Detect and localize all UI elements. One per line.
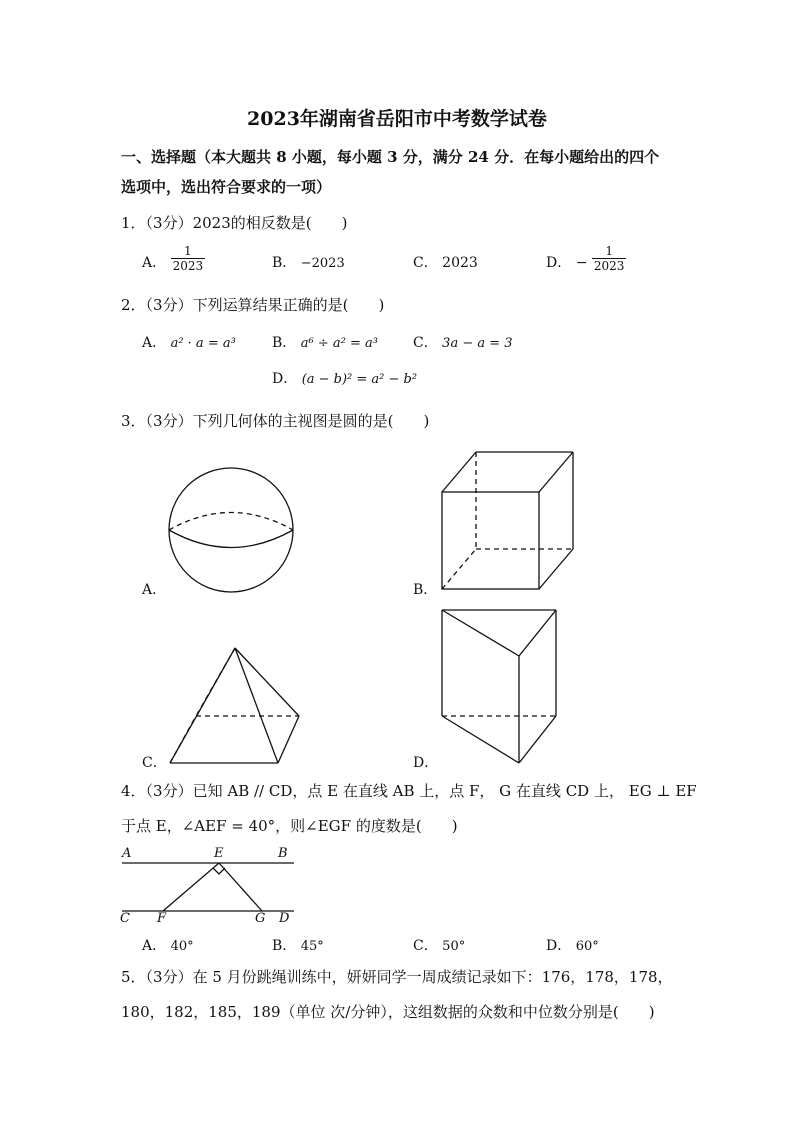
- q2-option-b-value: a⁶ ÷ a² = a³: [300, 336, 378, 351]
- q4-option-a[interactable]: [142, 935, 194, 955]
- question-5-stem-line1: 5．（3分）在 5 月份跳绳训练中，妍妍同学一周成绩记录如下：176，178，178，: [121, 968, 673, 986]
- q1-option-d-label: D．: [546, 255, 572, 271]
- q1-a-denominator: 2023: [172, 258, 204, 273]
- q1-a-numerator: 1: [171, 244, 206, 259]
- q2-option-d-label: D．: [272, 371, 298, 387]
- q1-option-d-sign: −: [575, 255, 588, 271]
- sphere-front-arc: [169, 530, 293, 548]
- q4-option-d-value: 60°: [575, 939, 599, 954]
- q2-option-c-label: C．: [413, 335, 438, 351]
- q3-option-a-label[interactable]: A．: [142, 582, 167, 598]
- q1-option-a-label: A．: [142, 255, 167, 271]
- q4-option-b-value: 45°: [300, 939, 324, 954]
- point-b-label: B: [278, 846, 288, 861]
- question-3-stem: 3．（3分）下列几何体的主视图是圆的是( ): [121, 412, 430, 430]
- section-heading-line1: 一、选择题（本大题共 8 小题，每小题 3 分，满分 24 分．在每小题给出的四个: [121, 148, 660, 166]
- question-4-stem-line1: 4．（3分）已知 AB // CD，点 E 在直线 AB 上，点 F， G 在直线 CD 上， EG ⊥ EF: [121, 782, 697, 800]
- q4-option-c-label: C．: [413, 938, 438, 954]
- segment-eg: [219, 863, 262, 911]
- point-f-label: F: [157, 911, 167, 926]
- q2-option-a-label: A．: [142, 335, 167, 351]
- q2-option-c-value: 3a − a = 3: [442, 336, 513, 351]
- point-a-label: A: [122, 846, 132, 861]
- q3-option-c-label[interactable]: C．: [142, 755, 167, 771]
- question-5-stem-line2: 180，182，185，189（单位 次/分钟），这组数据的众数和中位数分别是( ): [121, 1003, 655, 1021]
- q3-cube-figure[interactable]: [442, 452, 573, 589]
- section-heading-line2: 选项中，选出符合要求的一项）: [121, 178, 332, 196]
- q1-d-numerator: 1: [592, 244, 627, 259]
- q4-option-a-label: A．: [142, 938, 167, 954]
- q4-option-b[interactable]: [272, 935, 324, 955]
- q1-option-b-label: B．: [272, 255, 297, 271]
- point-e-label: E: [214, 846, 224, 861]
- point-d-label: D: [279, 911, 290, 926]
- page-title: 2023年湖南省岳阳市中考数学试卷: [247, 108, 547, 130]
- q3-prism-figure[interactable]: [442, 610, 556, 763]
- q4-option-d-label: D．: [546, 938, 572, 954]
- question-4-stem-line2: 于点 E，∠AEF = 40°，则∠EGF 的度数是( ): [121, 817, 458, 835]
- q1-option-b-value: −2023: [300, 256, 345, 271]
- q4-option-a-value: 40°: [170, 939, 194, 954]
- point-c-label: C: [120, 911, 130, 926]
- q1-option-c-label: C．: [413, 255, 438, 271]
- q1-option-c-value: 2023: [442, 255, 478, 271]
- q1-d-denominator: 2023: [593, 258, 625, 273]
- q3-sphere-figure[interactable]: [169, 468, 293, 592]
- q3-option-b-label[interactable]: B．: [413, 582, 438, 598]
- q2-option-b-label: B．: [272, 335, 297, 351]
- point-g-label: G: [255, 911, 266, 926]
- q2-option-d-value: (a − b)² = a² − b²: [301, 372, 418, 387]
- sphere-back-arc: [169, 513, 293, 531]
- q2-option-a-value: a² · a = a³: [170, 336, 236, 351]
- q4-option-d[interactable]: [546, 935, 599, 955]
- q3-option-d-label[interactable]: D．: [413, 755, 439, 771]
- q4-option-c[interactable]: [413, 935, 465, 955]
- right-angle-mark: [213, 868, 225, 874]
- q3-pyramid-figure[interactable]: [170, 648, 299, 763]
- question-2-stem: 2．（3分）下列运算结果正确的是( ): [121, 296, 385, 314]
- segment-ef: [163, 863, 219, 911]
- q4-option-b-label: B．: [272, 938, 297, 954]
- q4-option-c-value: 50°: [442, 939, 466, 954]
- question-1-stem: 1．（3分）2023的相反数是( ): [121, 214, 348, 232]
- q4-geometry-figure: [122, 863, 294, 911]
